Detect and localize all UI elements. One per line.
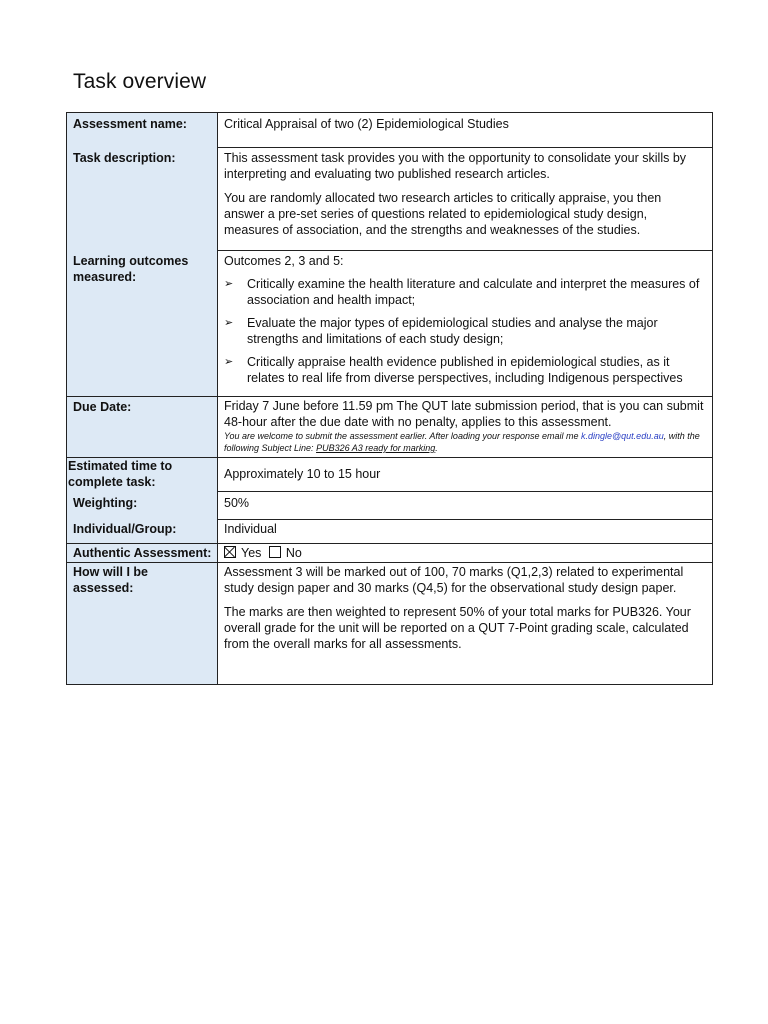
due-date-value [224, 398, 704, 454]
how-assessed-value [224, 564, 704, 652]
weighting-label: Weighting: [73, 496, 138, 510]
arrow-bullet-icon: ➢ [224, 317, 234, 329]
estimated-time-value: Approximately 10 to 15 hour [224, 467, 381, 481]
task-description-label: Task description: [73, 151, 176, 165]
row-divider [67, 543, 712, 544]
due-date-note: You are welcome to submit the assessment earlier. After loading your response email me k.dingle@qut.edu.au, with the following Subject Line: PUB326 A3 ready for marking. [224, 431, 700, 453]
row-divider [217, 147, 712, 148]
assessment-name-label: Assessment name: [73, 117, 187, 131]
individual-group-value: Individual [224, 522, 277, 536]
weighting-value: 50% [224, 496, 250, 510]
arrow-bullet-icon: ➢ [224, 278, 234, 290]
arrow-bullet-icon: ➢ [224, 356, 234, 368]
email-link[interactable]: k.dingle@qut.edu.au [581, 431, 664, 441]
learning-outcomes-value [224, 253, 704, 386]
task-description-value [224, 150, 704, 238]
assessment-name-value: Critical Appraisal of two (2) Epidemiological Studies [224, 117, 509, 131]
due-date-label: Due Date: [73, 400, 132, 414]
outcome-item: ➢ Critically examine the health literature and calculate and interpret the measures of association and health impact; [224, 277, 700, 307]
yes-label: Yes [241, 546, 262, 560]
how-assessed-para2: The marks are then weighted to represent 50% of your total marks for PUB326. Your overall grade for the unit will be reported on a QUT 7-Point grading scale, calculated from the overall marks for all assessments. [224, 605, 691, 651]
due-date-text: Friday 7 June before 11.59 pm The QUT late submission period, that is you can submit 48-hour after the due date with no penalty, applies to this assessment. [224, 399, 704, 429]
outcome-item: ➢ Evaluate the major types of epidemiological studies and analyse the major strengths and limitations of each study design; [224, 316, 658, 346]
learning-outcomes-label: Learning outcomes measured: [73, 254, 189, 284]
how-assessed-label: How will I be assessed: [73, 565, 149, 595]
how-assessed-para1: Assessment 3 will be marked out of 100, 70 marks (Q1,2,3) related to experimental study design paper and 30 marks (Q4,5) for the observational study design paper. [224, 565, 684, 595]
page-title: Task overview [73, 70, 207, 93]
row-divider [217, 250, 712, 251]
row-divider [67, 396, 712, 397]
authentic-assessment-value [224, 545, 704, 561]
row-divider [67, 562, 712, 563]
outcome-item: ➢ Critically appraise health evidence published in epidemiological studies, as it relates to real life from diverse perspectives, including Indigenous perspectives [224, 355, 683, 385]
task-overview-table [66, 112, 713, 685]
authentic-assessment-label: Authentic Assessment: [73, 546, 212, 560]
task-description-para1: This assessment task provides you with the opportunity to consolidate your skills by interpreting and evaluating two published research articles. [224, 151, 687, 181]
subject-line: PUB326 A3 ready for marking [316, 443, 436, 453]
no-checkbox[interactable] [269, 546, 281, 558]
yes-checkbox[interactable] [224, 546, 236, 558]
row-divider [217, 491, 712, 492]
task-description-para2: You are randomly allocated two research articles to critically appraise, you then answer a pre-set series of questions related to epidemiological study design, measures of association, and the strengths and weaknesses of the studies. [224, 191, 662, 237]
no-label: No [285, 546, 302, 560]
estimated-time-label: Estimated time to complete task: [68, 459, 173, 489]
outcomes-intro: Outcomes 2, 3 and 5: [224, 254, 344, 268]
individual-group-label: Individual/Group: [73, 522, 177, 536]
row-divider [217, 519, 712, 520]
